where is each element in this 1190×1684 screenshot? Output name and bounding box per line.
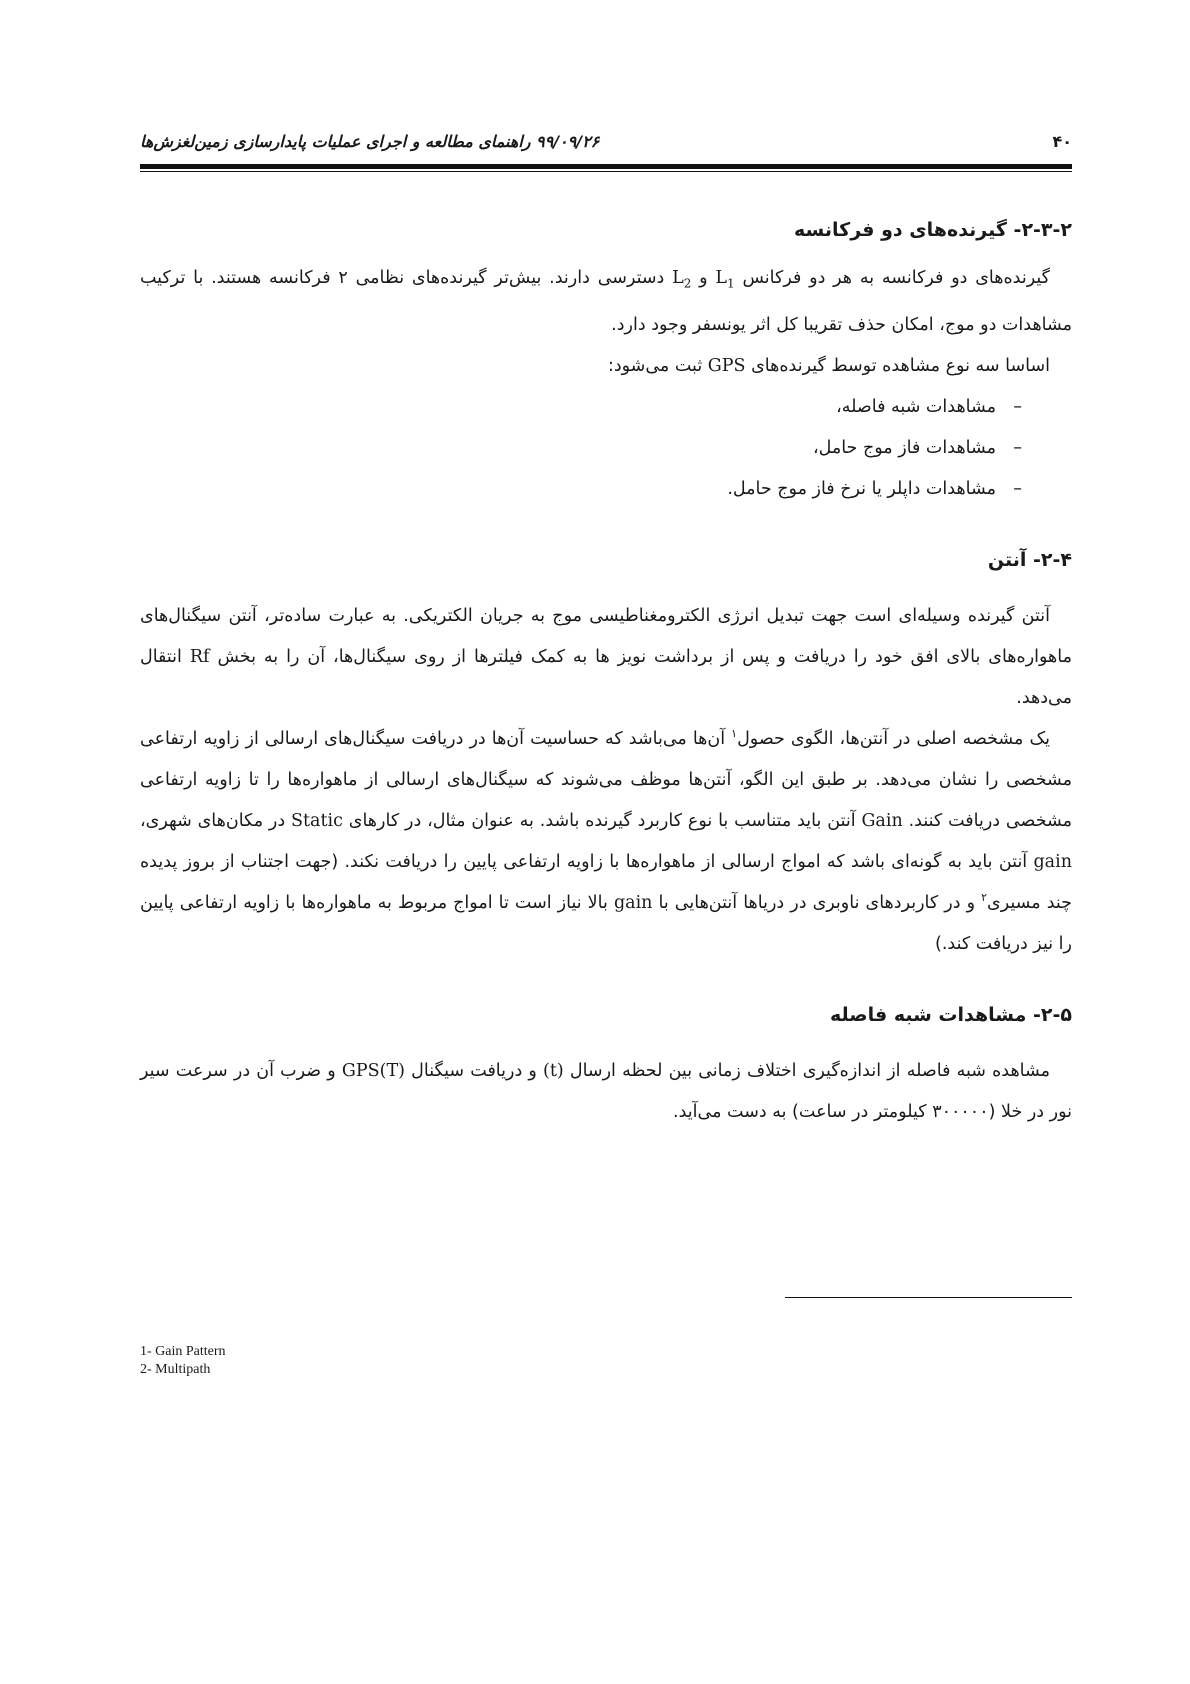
footnote-1: 1- Gain Pattern <box>140 1344 226 1359</box>
term-gain: Gain <box>861 810 903 831</box>
symbol-L2-base: L <box>672 268 684 288</box>
section-heading-2-4: ۲-۴- آنتن <box>987 548 1072 571</box>
list-item: – مشاهدات داپلر یا نرخ فاز موج حامل. <box>140 469 1022 510</box>
symbol-L2 <box>672 268 692 291</box>
text-run: آنتن باید به گونه‌ای باشد که امواج ارسالی از ماهواره‌ها با زاویه ارتفاعی پایین را دریافت نکند. (جهت اجتناب از بروز پدیده چند مسیری <box>140 851 1072 913</box>
symbol-L1-subscript: 1 <box>727 276 735 291</box>
text-run: گیرنده‌های دو فرکانسه به هر دو فرکانس <box>734 268 1050 288</box>
symbol-L2-subscript: 2 <box>683 276 692 291</box>
paragraph-antenna-definition <box>140 596 1072 719</box>
text-run: ثبت می‌شود: <box>607 355 708 376</box>
footnote-rule <box>785 1297 1072 1298</box>
text-run: دسترسی دارند. بیش‌تر گیرنده‌های نظامی ۲ فرکانسه هستند. با ترکیب مشاهدات دو موج، امکان حذف تقریبا کل اثر یونسفر وجود دارد. <box>140 268 1072 335</box>
header-rule-thick <box>140 164 1072 169</box>
page-number: ۴۰ <box>1052 132 1072 151</box>
footnote-ref-1: ۱ <box>731 726 738 740</box>
term-gps: GPS <box>707 355 746 376</box>
symbol-L1-base: L <box>715 268 728 288</box>
section-heading-2-3-2: ۲-۳-۲- گیرنده‌های دو فرکانسه <box>794 219 1072 241</box>
header-rule-thin <box>140 171 1072 172</box>
footnote-2: 2- Multipath <box>140 1362 211 1377</box>
text-run: اساسا سه نوع مشاهده توسط گیرنده‌های <box>745 355 1050 376</box>
list-item: – مشاهدات شبه فاصله، <box>140 387 1022 428</box>
text-run: و <box>691 268 716 288</box>
symbol-L1 <box>715 268 735 291</box>
text-run: و دریافت سیگنال <box>405 1060 544 1081</box>
text-run: آنتن باید متناسب با نوع کاربرد گیرنده باشد. به عنوان مثال، در کارهای <box>342 810 862 831</box>
footnotes <box>140 1343 226 1379</box>
footnote-ref-2: ۲ <box>981 890 988 904</box>
text-run: در مکان‌های شهری، <box>140 810 292 831</box>
text-run: یک مشخصه اصلی در آنتن‌ها، الگوی حصول <box>737 728 1050 749</box>
text-run: آن‌ها می‌باشد که حساسیت آن‌ها در دریافت سیگنال‌های ارسالی از زاویه ارتفاعی مشخصی را نشان می‌دهد. بر طبق این الگو، آنتن‌ها موظف می‌شوند که سیگنال‌های ارسالی از ماهواره‌ها را تا زاویه ارتفاعی مشخصی دریافت کنند. <box>140 728 1072 831</box>
section-heading-2-5: ۲-۵- مشاهدات شبه فاصله <box>830 1003 1072 1026</box>
term-t: (t) <box>543 1060 564 1081</box>
text-run: و ضرب آن در سرعت سیر نور در خلا (۳۰۰۰۰۰ کیلومتر در ساعت) به دست می‌آید. <box>140 1060 1072 1122</box>
text-run: و در کاربردهای ناوبری در دریاها آنتن‌هایی با <box>652 892 982 913</box>
paragraph-dual-frequency <box>140 258 1072 346</box>
paragraph-gps-observations <box>140 346 1072 387</box>
main-content <box>140 210 1072 1133</box>
text-run: آنتن گیرنده وسیله‌ای است جهت تبدیل انرژی الکترومغناطیسی موج به جریان الکتریکی. به عبارت ساده‌تر، آنتن سیگنال‌های ماهواره‌های بالای افق خود را دریافت و پس از برداشت نویز ها به کمک فیلترها از روی سیگنال‌ها، آن را به بخش <box>140 605 1072 667</box>
term-gain: gain <box>1033 851 1072 872</box>
running-title: ۹۹/۰۹/۲۶ راهنمای مطالعه و اجرای عملیات پایدارسازی زمین‌لغزش‌ها <box>140 132 600 151</box>
observation-types-list <box>140 387 1072 510</box>
paragraph-gain-pattern <box>140 719 1072 965</box>
text-run: مشاهده شبه فاصله از اندازه‌گیری اختلاف زمانی بین لحظه ارسال <box>563 1060 1050 1081</box>
text-run: بالا نیاز است تا امواج مربوط به ماهواره‌ها با زاویه ارتفاعی پایین را نیز دریافت کند.) <box>140 892 1072 954</box>
paragraph-pseudorange <box>140 1051 1072 1133</box>
term-rf: Rf <box>189 646 210 667</box>
term-static: Static <box>291 810 343 831</box>
term-gps-t: GPS(T) <box>341 1060 405 1081</box>
term-gain: gain <box>613 892 653 913</box>
text-run: انتقال می‌دهد. <box>140 646 1072 708</box>
list-item: – مشاهدات فاز موج حامل، <box>140 428 1022 469</box>
page-header <box>140 128 1072 158</box>
